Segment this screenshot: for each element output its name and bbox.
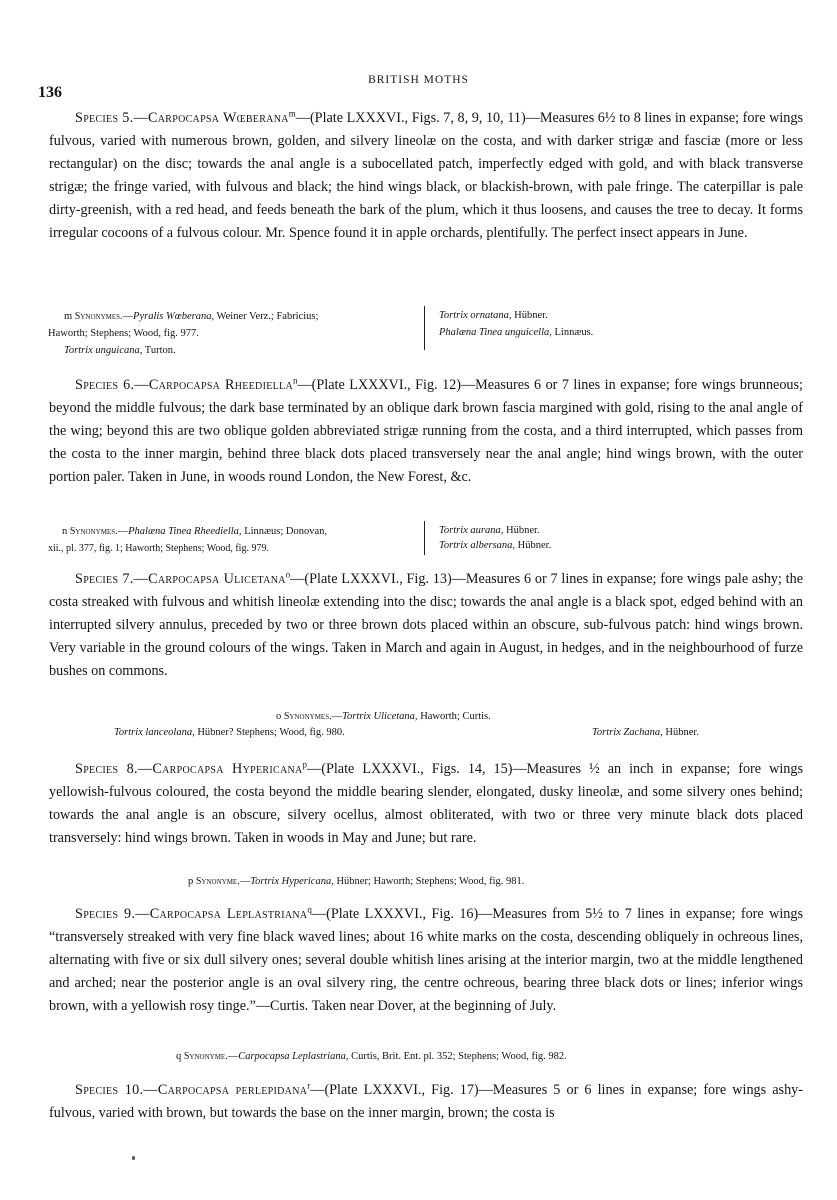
species-entry xyxy=(49,568,803,683)
synonyms-block xyxy=(592,725,699,740)
footnote-mark: n xyxy=(292,375,298,386)
ink-speck xyxy=(132,1156,135,1160)
synonyms-label: Synonyme. xyxy=(195,876,240,887)
species-entry xyxy=(49,758,803,850)
synonyms-block xyxy=(48,326,199,341)
species-heading: Species 10.—Carpocapsa perlepidana xyxy=(75,1082,308,1098)
synonym-authority: Weiner Verz.; Fabricius; xyxy=(214,311,319,322)
species-entry xyxy=(49,107,803,244)
synonym-authority: Hübner. xyxy=(515,540,552,551)
footnote-mark: m xyxy=(288,108,296,119)
synonyms-block: p Synonyme.—Tortrix Hypericana, Hübner; Haworth; Stephens; Wood, fig. 981. xyxy=(188,876,525,887)
synonym-name: Tortrix albersana, xyxy=(439,540,516,551)
synonyms-block: o Synonymes.—Tortrix Ulicetana, Haworth; Curtis. xyxy=(276,711,491,722)
synonym-name: Tortrix ornatana, xyxy=(439,310,512,321)
synonym-name: Pyralis Wœberana, xyxy=(133,311,215,322)
species-heading: Species 8.—Carpocapsa Hypericana xyxy=(75,761,303,777)
species-heading: Species 9.—Carpocapsa Leplastriana xyxy=(75,906,308,922)
footnote-mark: p xyxy=(302,759,308,770)
synonym-authority: Turton. xyxy=(142,345,176,356)
synonym-name: Tortrix Ulicetana, xyxy=(342,711,418,722)
synonyms-block: m Synonymes.—Pyralis Wœberana, Weiner Verz.; Fabricius; xyxy=(64,311,319,322)
synonym-name: Tortrix Hypericana, xyxy=(250,876,334,887)
synonyms-label: Synonymes. xyxy=(74,311,123,322)
synonym-name: Phalæna Tinea unguicella, xyxy=(439,327,552,338)
synonym-name: Tortrix Zachana, xyxy=(592,727,663,738)
species-heading: Species 7.—Carpocapsa Ulicetana xyxy=(75,571,286,587)
footnote-mark: q xyxy=(307,904,312,915)
synonym-name: Tortrix lanceolana, xyxy=(114,727,195,738)
footnote-mark: o xyxy=(285,569,291,580)
synonym-authority: Haworth; Curtis. xyxy=(417,711,491,722)
footnote-mark: r xyxy=(307,1080,311,1091)
footnote-mark: p xyxy=(188,876,194,887)
species-description: —(Plate LXXXVI., Fig. 16)—Measures from 5½ to 7 lines in expanse; fore wings “transversely streaked with very fine black waved lines; about 16 white marks on the costa, descending obliquely in ochreous lines, alternating with five or six dull silvery ones; several double whitish lines arising at the interior margin, two at the middle lengthened and arched; near the posterior angle is an oval silvery ring, the centre ochreous, bearing three black dots or lines; inferior wings brown, with a yellowish rosy tinge.”—Curtis. Taken near Dover, at the beginning of July. xyxy=(49,906,803,1014)
synonym-authority: Hübner; Haworth; Stephens; Wood, fig. 981. xyxy=(333,876,525,887)
synonym-authority: Hübner? Stephens; Wood, fig. 980. xyxy=(194,727,345,738)
synonym-name: Tortrix aurana, xyxy=(439,525,504,536)
synonym-name: Phalæna Tinea Rheediella, xyxy=(128,526,242,537)
synonym-authority: Hübner. xyxy=(503,525,540,536)
species-entry xyxy=(49,1079,803,1125)
species-description: —(Plate LXXXVI., Figs. 14, 15)—Measures ½ an inch in expanse; fore wings yellowish-fulvous coloured, the costa beyond the middle bearing slender, elongated, dusky lineolæ, and some silvery ones behind; towards the anal angle is an obscure, silvery ocellus, almost obliterated, with two or three very minute black dots placed transversely: hind wings brown. Taken in woods in May and June; but rare. xyxy=(49,761,803,846)
synonyms-block xyxy=(64,343,176,358)
species-description: —(Plate LXXXVI., Fig. 12)—Measures 6 or 7 lines in expanse; fore wings brunneous; beyond the middle fulvous; the dark base terminated by an oblique dark brown fascia margined with gold, rising to the anal angle of the wing; beyond this are two oblique golden abbreviated strigæ running from the costa, and a third interrupted, which passes from the costa to the inner margin, behind three black dots placed transversely near the anal angle; hind wings brown, with the outer portion paler. Taken in June, in woods round London, the New Forest, &c. xyxy=(49,377,803,485)
synonyms-block xyxy=(114,725,345,740)
species-entry xyxy=(49,374,803,489)
species-description: —(Plate LXXXVI., Figs. 7, 8, 9, 10, 11)—Measures 6½ to 8 lines in expanse; fore wings fulvous, varied with numerous brown, golden, and silvery lineolæ on the costa, and with darker strigæ and fasciæ (more or less rectangular) on the disc; towards the anal angle is a subocellated patch, imperfectly edged with gold, and with black transverse strigæ; the fringe varied, with fulvous and black; the hind wings black, or blackish-brown, with pale fringe. The caterpillar is pale dirty-greenish, with a red head, and feeds beneath the bark of the plum, which it thus loosens, and causes the tree to decay. It forms irregular cocoons of a fulvous colour. Mr. Spence found it in apple orchards, plentifully. The perfect insect appears in June. xyxy=(49,110,803,241)
synonyms-label: Synonyme. xyxy=(183,1051,228,1062)
synonyms-label: Synonymes. xyxy=(283,711,332,722)
synonym-authority: Hübner. xyxy=(662,727,699,738)
species-heading: Species 5.—Carpocapsa Wœberana xyxy=(75,110,289,126)
synonym-authority: xii., pl. 377, fig. 1; Haworth; Stephens; Wood, fig. 979. xyxy=(48,543,269,554)
synonyms-block: q Synonyme.—Carpocapsa Leplastriana, Curtis, Brit. Ent. pl. 352; Stephens; Wood, fig. 982. xyxy=(176,1051,567,1062)
synonyms-block xyxy=(48,541,269,556)
footnote-mark: m xyxy=(64,311,73,322)
running-head: BRITISH MOTHS xyxy=(368,74,469,86)
footnote-mark: q xyxy=(176,1051,182,1062)
synonym-name: Carpocapsa Leplastriana, xyxy=(238,1051,349,1062)
synonyms-label: Synonymes. xyxy=(69,526,118,537)
synonym-authority: Linnæus. xyxy=(551,327,594,338)
synonyms-block: n Synonymes.—Phalæna Tinea Rheediella, Linnæus; Donovan, xyxy=(62,526,328,537)
synonym-authority: Hübner. xyxy=(511,310,548,321)
footnote-mark: n xyxy=(62,526,68,537)
synonym-authority: Haworth; Stephens; Wood, fig. 977. xyxy=(48,328,199,339)
synonym-authority: Curtis, Brit. Ent. pl. 352; Stephens; Wood, fig. 982. xyxy=(348,1051,567,1062)
synonyms-right-column xyxy=(424,306,593,350)
footnote-mark: o xyxy=(276,711,282,722)
synonym-authority: Linnæus; Donovan, xyxy=(241,526,328,537)
species-heading: Species 6.—Carpocapsa Rheediella xyxy=(75,377,293,393)
species-description: —(Plate LXXXVI., Fig. 17)—Measures 5 or 6 lines in expanse; fore wings ashy-fulvous, varied with brown, but towards the base on the inner margin, brown; the costa is xyxy=(49,1082,803,1121)
species-entry xyxy=(49,903,803,1018)
page-number: 136 xyxy=(38,84,62,101)
synonyms-right-column xyxy=(424,521,551,555)
species-description: —(Plate LXXXVI., Fig. 13)—Measures 6 or 7 lines in expanse; fore wings pale ashy; the costa streaked with fulvous and whitish lineolæ extending into the disc; towards the anal angle is a black spot, edged behind with an interrupted silvery annulus, preceded by two or three brown dots placed within an obscure, sub-fulvous patch: hind wings brown. Very variable in the ground colours of the wings. Taken in March and again in August, in hedges, and in the neighbourhood of furze bushes on commons. xyxy=(49,571,803,679)
synonym-name: Tortrix unguicana, xyxy=(64,345,143,356)
